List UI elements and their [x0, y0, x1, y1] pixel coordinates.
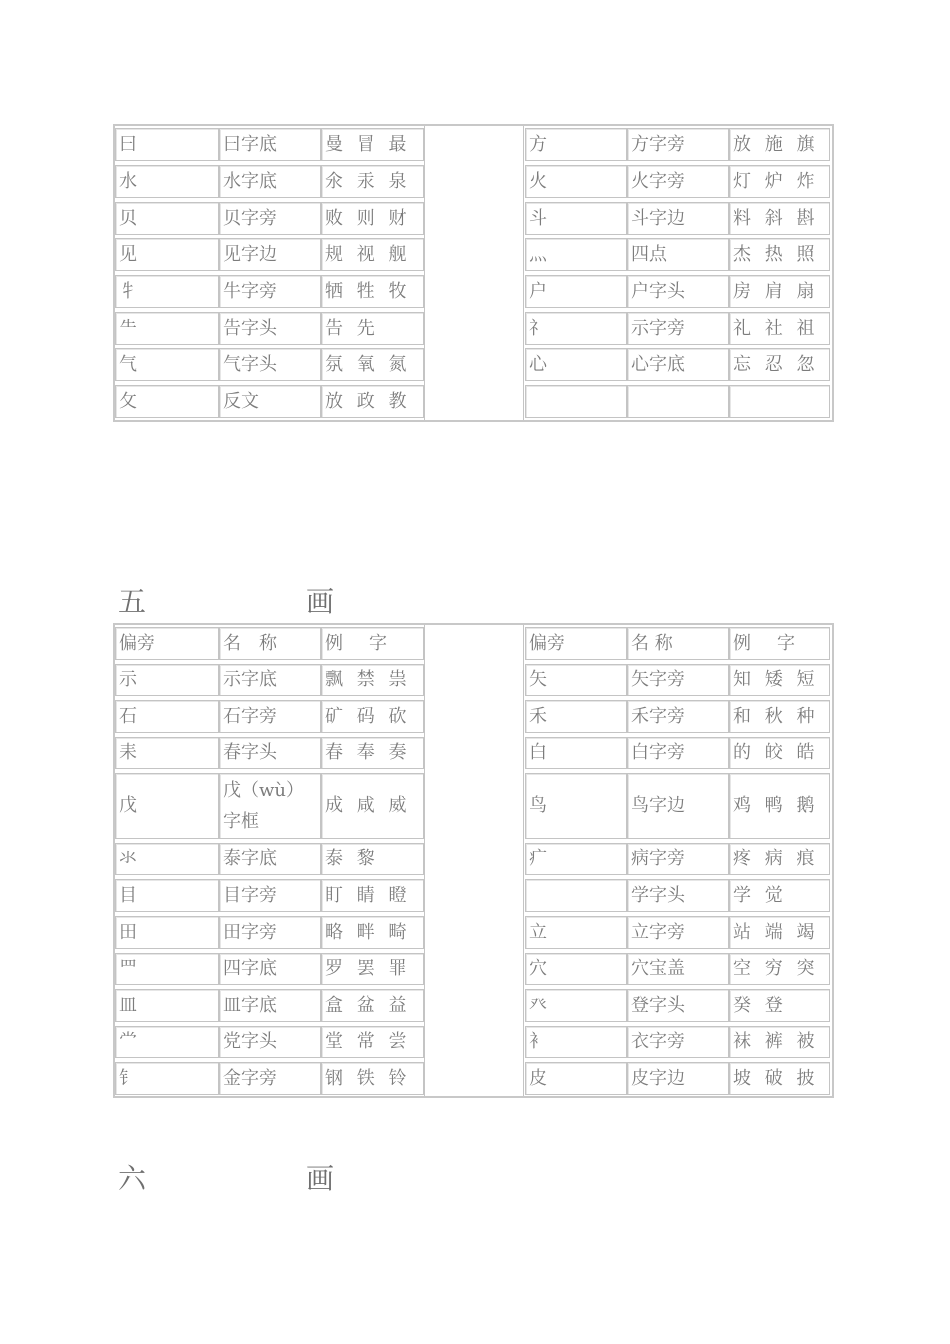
table-row	[115, 841, 832, 877]
cell-examples: 曼 冒 最	[321, 128, 424, 161]
cell-examples: 泰 黎	[321, 843, 424, 875]
cell-examples: 放 施 旗	[729, 128, 830, 161]
cell-examples: 的 皎 皓	[729, 737, 830, 769]
cell-examples: 盯 睛 瞪	[321, 879, 424, 912]
cell-examples: 氛 氧 氮	[321, 348, 424, 381]
cell-radical: 白	[525, 737, 627, 769]
cell-radical: 戊	[115, 773, 219, 839]
table-row	[115, 735, 832, 771]
table-row	[115, 698, 832, 735]
radical-table-five	[113, 623, 834, 1098]
cell-radical: 目	[115, 879, 219, 912]
cell-radical: 气	[115, 348, 219, 381]
radical-table-top	[113, 124, 834, 422]
table-row	[115, 771, 832, 841]
cell-examples: 料 斜 斟	[729, 202, 830, 235]
cell-examples: 知 矮 短	[729, 664, 830, 696]
cell-name: 田字旁	[219, 916, 321, 949]
cell-radical: 耒	[115, 737, 219, 769]
cell-examples: 略 畔 畸	[321, 916, 424, 949]
header-cell-name: 名 称	[219, 627, 321, 660]
cell-examples: 袜 裤 被	[729, 1026, 830, 1058]
heading-number: 五	[118, 585, 147, 618]
cell-examples: 败 则 财	[321, 202, 424, 235]
header-cell-radical: 偏旁	[115, 627, 219, 660]
cell-name: 告字头	[219, 312, 321, 345]
cell-name: 戊（wù）字框	[219, 773, 321, 839]
cell-name: 牛字旁	[219, 275, 321, 308]
cell-examples: 盒 盆 益	[321, 989, 424, 1022]
header-cell-name: 名 称	[627, 627, 729, 660]
cell-name: 泰字底	[219, 843, 321, 875]
cell-name: 矢字旁	[627, 664, 729, 696]
table-row	[115, 662, 832, 698]
cell-name: 水字底	[219, 165, 321, 198]
cell-name: 四字底	[219, 953, 321, 985]
cell-radical: 方	[525, 128, 627, 161]
cell-name: 病字旁	[627, 843, 729, 875]
cell-examples: 成 咸 威	[321, 773, 424, 839]
cell-radical: 氺	[115, 843, 219, 875]
table-row	[115, 987, 832, 1024]
cell-name: 曰字底	[219, 128, 321, 161]
cell-name: 气字头	[219, 348, 321, 381]
cell-name: 穴宝盖	[627, 953, 729, 985]
cell-examples: 钢 铁 铃	[321, 1062, 424, 1095]
cell-name: 学字头	[627, 879, 729, 912]
cell-examples: 疼 病 痕	[729, 843, 830, 875]
cell-examples: 氽 汞 泉	[321, 165, 424, 198]
table-row	[115, 310, 832, 347]
cell-radical: 皿	[115, 989, 219, 1022]
cell-examples: 癸 登	[729, 989, 830, 1022]
cell-name: 皮字边	[627, 1062, 729, 1095]
cell-name: 方字旁	[627, 128, 729, 161]
cell-radical: 贝	[115, 202, 219, 235]
cell-radical: 禾	[525, 700, 627, 733]
table-row	[115, 951, 832, 987]
cell-radical: ⺧	[115, 312, 219, 345]
table-row	[115, 200, 832, 237]
cell-radical: 示	[115, 664, 219, 696]
cell-name: 见字边	[219, 238, 321, 271]
cell-radical: 衤	[525, 1026, 627, 1058]
cell-examples: 牺 牲 牧	[321, 275, 424, 308]
cell-radical: 疒	[525, 843, 627, 875]
cell-radical: 钅	[115, 1062, 219, 1095]
cell-name: 斗字边	[627, 202, 729, 235]
cell-examples: 灯 炉 炸	[729, 165, 830, 198]
table-row	[115, 877, 832, 914]
cell-radical: 火	[525, 165, 627, 198]
cell-radical: 矢	[525, 664, 627, 696]
cell-examples: 堂 常 尝	[321, 1026, 424, 1058]
table-row	[115, 914, 832, 951]
table-row	[115, 1060, 832, 1097]
cell-examples	[729, 385, 830, 418]
cell-radical: 田	[115, 916, 219, 949]
heading-number: 六	[118, 1162, 147, 1195]
cell-name: 登字头	[627, 989, 729, 1022]
cell-examples: 忘 忍 忽	[729, 348, 830, 381]
table-row	[115, 126, 832, 163]
cell-examples: 飘 禁 祟	[321, 664, 424, 696]
cell-name	[627, 385, 729, 418]
table-row	[115, 236, 832, 273]
cell-name: 皿字底	[219, 989, 321, 1022]
cell-radical: 曰	[115, 128, 219, 161]
table-row	[115, 1024, 832, 1060]
cell-name: 火字旁	[627, 165, 729, 198]
cell-name: 立字旁	[627, 916, 729, 949]
cell-name: 示字旁	[627, 312, 729, 345]
cell-name: 户字头	[627, 275, 729, 308]
cell-examples: 礼 社 祖	[729, 312, 830, 345]
cell-name: 目字旁	[219, 879, 321, 912]
table-row	[115, 346, 832, 383]
header-cell-examples: 例 字	[321, 627, 424, 660]
cell-name: 春字头	[219, 737, 321, 769]
cell-name: 党字头	[219, 1026, 321, 1058]
cell-name: 鸟字边	[627, 773, 729, 839]
cell-name: 白字旁	[627, 737, 729, 769]
cell-examples: 放 政 教	[321, 385, 424, 418]
cell-examples: 空 穷 突	[729, 953, 830, 985]
table-row	[115, 383, 832, 420]
cell-radical: 癶	[525, 989, 627, 1022]
cell-examples: 罗 罢 罪	[321, 953, 424, 985]
cell-examples: 春 奉 奏	[321, 737, 424, 769]
section-heading-five	[118, 580, 335, 620]
cell-radical: 鸟	[525, 773, 627, 839]
cell-radical: 石	[115, 700, 219, 733]
cell-radical: 礻	[525, 312, 627, 345]
cell-examples: 和 秋 种	[729, 700, 830, 733]
cell-radical	[525, 879, 627, 912]
cell-name: 四点	[627, 238, 729, 271]
header-cell-radical: 偏旁	[525, 627, 627, 660]
heading-stroke: 画	[306, 585, 335, 618]
heading-stroke: 画	[306, 1162, 335, 1195]
cell-radical: 灬	[525, 238, 627, 271]
cell-radical: 斗	[525, 202, 627, 235]
cell-name: 衣字旁	[627, 1026, 729, 1058]
cell-radical: 心	[525, 348, 627, 381]
cell-name: 心字底	[627, 348, 729, 381]
cell-name: 石字旁	[219, 700, 321, 733]
cell-radical: 见	[115, 238, 219, 271]
cell-examples: 坡 破 披	[729, 1062, 830, 1095]
cell-examples: 矿 码 砍	[321, 700, 424, 733]
cell-name: 反文	[219, 385, 321, 418]
cell-name: 贝字旁	[219, 202, 321, 235]
header-cell-examples: 例 字	[729, 627, 830, 660]
cell-radical: 牜	[115, 275, 219, 308]
cell-examples: 规 视 舰	[321, 238, 424, 271]
cell-radical: 龸	[115, 1026, 219, 1058]
cell-radical: 立	[525, 916, 627, 949]
cell-examples: 学 觉	[729, 879, 830, 912]
cell-examples: 杰 热 照	[729, 238, 830, 271]
cell-radical: 户	[525, 275, 627, 308]
cell-radical: 罒	[115, 953, 219, 985]
cell-examples: 鸡 鸭 鹅	[729, 773, 830, 839]
cell-examples: 房 肩 扇	[729, 275, 830, 308]
table-header-row	[115, 625, 832, 662]
cell-name: 示字底	[219, 664, 321, 696]
cell-radical	[525, 385, 627, 418]
cell-name: 禾字旁	[627, 700, 729, 733]
cell-radical: 水	[115, 165, 219, 198]
cell-examples: 站 端 竭	[729, 916, 830, 949]
cell-examples: 告 先	[321, 312, 424, 345]
cell-radical: 穴	[525, 953, 627, 985]
table-row	[115, 273, 832, 310]
cell-name: 金字旁	[219, 1062, 321, 1095]
section-heading-six	[118, 1157, 335, 1197]
table-row	[115, 163, 832, 200]
cell-radical: 皮	[525, 1062, 627, 1095]
cell-radical: 攵	[115, 385, 219, 418]
